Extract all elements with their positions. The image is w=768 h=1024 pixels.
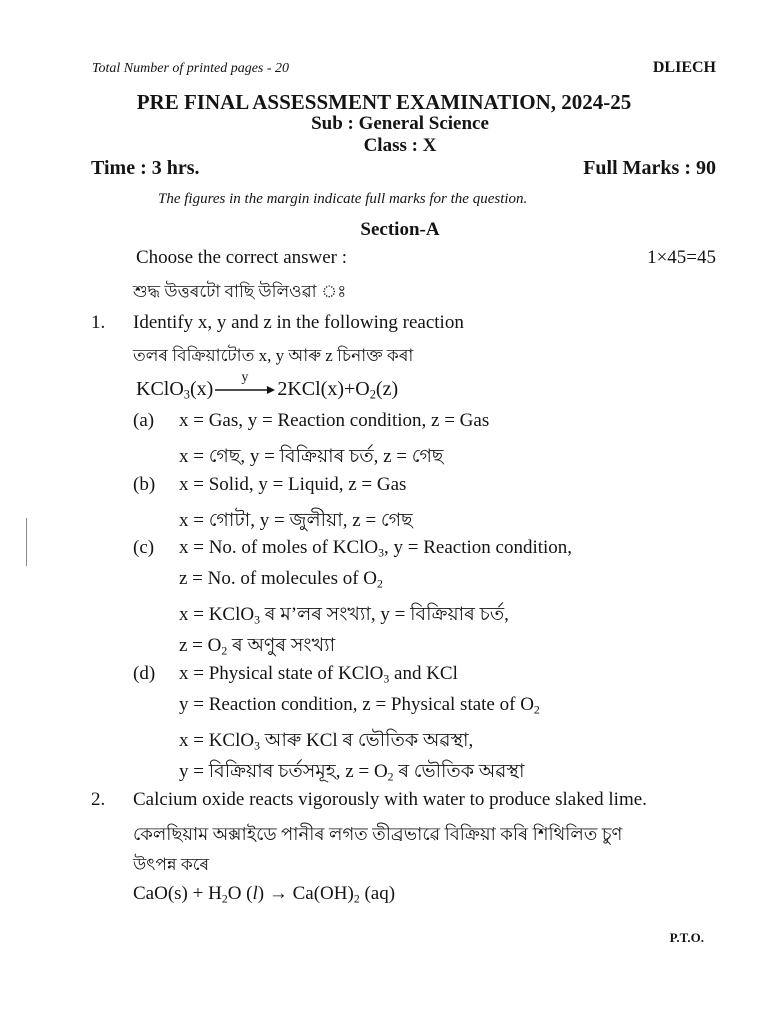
arrow-label-y: y — [241, 370, 249, 385]
question-1-number: 1. — [91, 312, 106, 333]
products: $2KCl(x)+O_2(z)$ — [277, 378, 399, 402]
section-instruction-en: Choose the correct answer : — [136, 247, 348, 268]
option-d-line-1: x = Physical state of KClO$_3$ and KCl — [179, 663, 458, 686]
option-c-label: (c) — [133, 537, 155, 558]
exam-title: PRE FINAL ASSESSMENT EXAMINATION, 2024-25 — [136, 90, 632, 114]
question-2-number: 2. — [91, 789, 106, 810]
option-d-line-4: y = বিক্ৰিয়াৰ চৰ্তসমূহ, $z = O_2$ ৰ ভৌতিক অৱস্থা — [179, 761, 525, 784]
question-1-text-en: Identify x, y and z in the following reaction — [133, 312, 464, 333]
time-allowed: Time : 3 hrs. — [91, 157, 200, 179]
printed-pages-note: Total Number of printed pages - 20 — [92, 61, 290, 76]
option-d-label: (d) — [133, 663, 156, 684]
option-c-line-2: z = No. of molecules of $O_2$ — [179, 568, 383, 591]
option-b-label: (b) — [133, 474, 156, 495]
option-a-en: x = Gas, y = Reaction condition, z = Gas — [179, 410, 490, 431]
section-title: Section-A — [360, 219, 440, 240]
question-2-text-as-1: কেলছিয়াম অক্সাইডে পানীৰ লগত তীব্ৰভাৱে বিক্ৰিয়া কৰি শিথিলিত চুণ — [133, 824, 623, 844]
option-c-line-1: x = No. of moles of KClO$_3$, y = Reaction condition, — [179, 537, 573, 560]
please-turn-over: P.T.O. — [669, 930, 704, 945]
paper-code: DLIECH — [652, 59, 716, 76]
question-1-text-as: তলৰ বিক্ৰিয়াটোত x, y আৰু z চিনাক্ত কৰা — [133, 346, 414, 365]
option-b-en: x = Solid, y = Liquid, z = Gas — [179, 474, 407, 495]
option-b-as: x = গোটা, y = জুলীয়া, z = গেছ — [179, 510, 413, 531]
question-2-text-en: Calcium oxide reacts vigorously with water to produce slaked lime. — [133, 789, 647, 810]
reaction-arrow — [215, 370, 275, 401]
section-marks: 1×45=45 — [647, 247, 716, 268]
option-a-as: x = গেছ, y = বিক্ৰিয়াৰ চৰ্ত, z = গেছ — [179, 446, 444, 467]
class-line: Class : X — [363, 135, 437, 156]
reactant-kclo3: KClO$_3$(x) — [136, 378, 214, 402]
question-2-equation: $CaO(s) + H_2O$ $(l) \to Ca(OH)_2$ (aq) — [133, 883, 396, 906]
section-instruction-as: শুদ্ধ উত্তৰটো বাছি উলিওৱা ঃ — [133, 282, 347, 301]
option-d-line-2: y = Reaction condition, z = Physical state of $O_2$ — [179, 694, 540, 717]
margin-instruction: The figures in the margin indicate full marks for the question. — [158, 191, 528, 207]
option-c-line-3: x = KClO$_3$ ৰ মʼলৰ সংখ্যা, y = বিক্ৰিয়াৰ চৰ্ত, — [179, 604, 509, 627]
arrow-icon — [215, 384, 275, 396]
subject-line: Sub : General Science — [311, 113, 489, 134]
scan-margin-mark — [26, 518, 27, 566]
option-d-line-3: x = KClO$_3$ আৰু KCl ৰ ভৌতিক অৱস্থা, — [179, 730, 474, 753]
option-a-label: (a) — [133, 410, 155, 431]
full-marks: Full Marks : 90 — [583, 157, 716, 179]
option-c-line-4: $z = O_2$ ৰ অণুৰ সংখ্যা — [179, 635, 336, 658]
question-2-text-as-2: উৎপন্ন কৰে — [133, 855, 210, 874]
reaction-equation — [136, 370, 399, 402]
